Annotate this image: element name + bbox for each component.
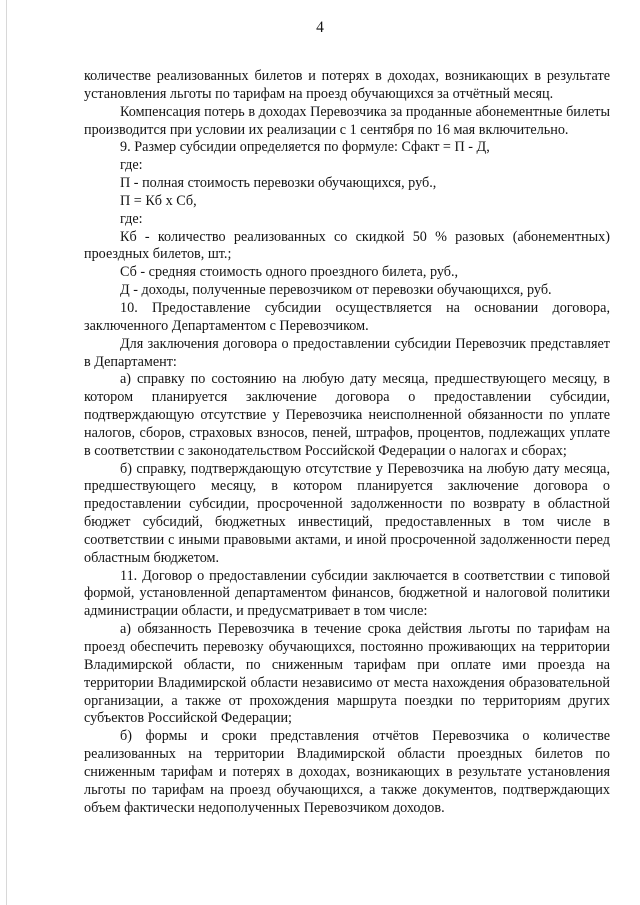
document-body	[84, 68, 610, 817]
paragraph-11: 11. Договор о предоставлении субсидии заключается в соответствии с типовой формой, установленной департаментом финансов, бюджетной и налоговой политики администрации области, и предусматривает в том числе:	[84, 567, 610, 620]
paragraph-11-item-a: а) обязанность Перевозчика в течение срока действия льготы по тарифам на проезд обеспечить перевозку обучающихся, постоянно проживающих на территории Владимирской области, по сниженным тарифам при оплате ими проезда на территории Владимирской области независимо от места нахождения образовательной организации, а также от прохождения маршрута поездки по территориям других субъектов Российской Федерации;	[84, 621, 610, 727]
formula-p-equals: П = Кб х Сб,	[120, 192, 197, 209]
scan-edge	[6, 0, 7, 905]
paragraph-9-formula: 9. Размер субсидии определяется по формуле: Сфакт = П - Д,	[120, 139, 490, 156]
formula-def-kb: Кб - количество реализованных со скидкой 50 % разовых (абонементных) проездных билетов, шт.;	[84, 228, 610, 263]
formula-where-2: где:	[120, 210, 143, 227]
paragraph-compensation: Компенсация потерь в доходах Перевозчика за проданные абонементные билеты производится при условии их реализации с 1 сентября по 16 мая включительно.	[84, 103, 610, 138]
paragraph-10: 10. Предоставление субсидии осуществляется на основании договора, заключенного Департаментом с Перевозчиком.	[84, 299, 610, 334]
paragraph-continuation: количестве реализованных билетов и потерях в доходах, возникающих в результате установления льготы по тарифам на проезд обучающихся за отчётный месяц.	[84, 68, 610, 102]
formula-def-p: П - полная стоимость перевозки обучающихся, руб.,	[120, 175, 437, 192]
formula-def-d: Д - доходы, полученные перевозчиком от перевозки обучающихся, руб.	[120, 282, 552, 299]
formula-def-sb: Сб - средняя стоимость одного проездного билета, руб.,	[120, 264, 459, 281]
paragraph-item-a-certificate: а) справку по состоянию на любую дату месяца, предшествующего месяцу, в котором планируется заключение договора о предоставлении субсидии, подтверждающую отсутствие у Перевозчика неисполненной обязанности по уплате налогов, сборов, страховых взносов, пеней, штрафов, процентов, подлежащих уплате в соответствии с законодательством Российской Федерации о налогах и сборах;	[84, 371, 610, 459]
paragraph-item-b-certificate: б) справку, подтверждающую отсутствие у Перевозчика на любую дату месяца, предшествующего месяцу, в котором планируется заключение договора о предоставлении субсидии, просроченной задолженности по возврату в областной бюджет субсидий, бюджетных инвестиций, предоставленных в том числе в соответствии с иными правовыми актами, и иной просроченной задолженности перед областным бюджетом.	[84, 460, 610, 566]
paragraph-agreement-docs: Для заключения договора о предоставлении субсидии Перевозчик представляет в Департамент:	[84, 335, 610, 370]
page-number: 4	[316, 19, 324, 36]
paragraph-11-item-b: б) формы и сроки представления отчётов Перевозчика о количестве реализованных на территории Владимирской области проездных билетов по сниженным тарифам и потерях в доходах, возникающих в результате установления льготы по тарифам на проезд обучающихся, а также документов, подтверждающих объем фактически недополученных Перевозчиком доходов.	[84, 728, 610, 816]
formula-where-1: где:	[120, 157, 143, 174]
